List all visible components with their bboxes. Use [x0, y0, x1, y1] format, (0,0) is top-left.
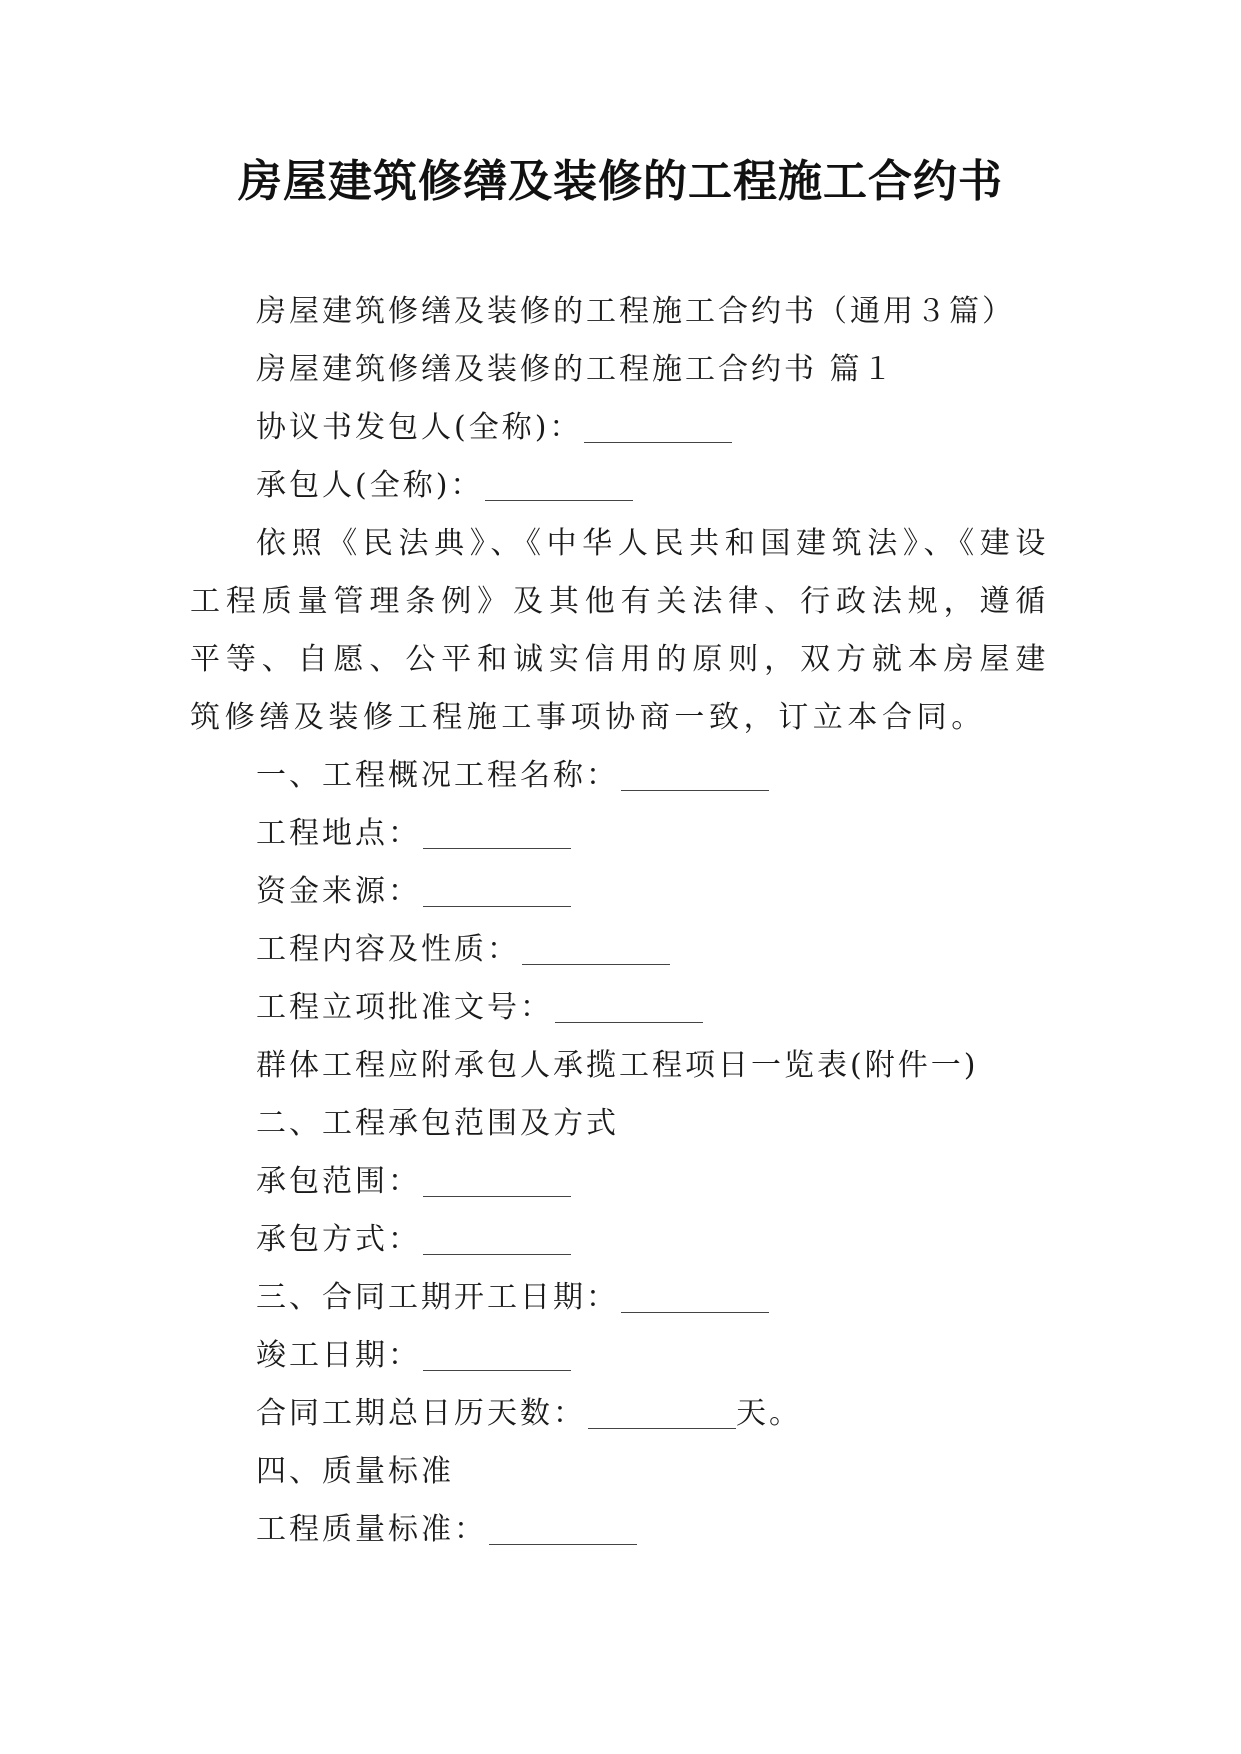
fill-in-blank — [555, 992, 703, 1023]
fill-in-blank — [584, 412, 732, 443]
paragraph-subtitle: 房屋建筑修缮及装修的工程施工合约书（通用３篇） — [256, 294, 1015, 329]
fill-in-blank — [588, 1398, 736, 1429]
fill-in-blank — [423, 876, 571, 907]
paragraph-employer-name: 协议书发包人(全称)： — [190, 399, 1050, 457]
paragraph-preamble: 依照《民法典》、《中华人民共和国建筑法》、《建设工程质量管理条例》及其他有关法律、行政法规，遵循平等、自愿、公平和诚实信用的原则，双方就本房屋建筑修缮及装修工程施工事项协商一致，订立本合同。 — [190, 526, 1050, 735]
paragraph-group-project: 群体工程应附承包人承揽工程项日一览表(附件一) — [256, 1048, 979, 1083]
paragraph-start-date: 三、合同工期开工日期： — [190, 1269, 1050, 1327]
paragraph-section-scope: 二、工程承包范围及方式 — [256, 1106, 619, 1141]
fill-in-blank — [489, 1514, 637, 1545]
fill-in-blank — [485, 470, 633, 501]
paragraph-project-name: 一、工程概况工程名称： — [190, 747, 1050, 805]
paragraph-fund-source: 资金来源： — [190, 863, 1050, 921]
fill-in-blank — [423, 1224, 571, 1255]
fill-in-blank — [423, 1340, 571, 1371]
paragraph-section-quality: 四、质量标准 — [256, 1454, 454, 1489]
paragraph-total-days: 合同工期总日历天数： 天。 — [256, 1396, 802, 1431]
document-title: 房屋建筑修缮及装修的工程施工合约书 — [238, 156, 1003, 207]
fill-in-blank — [423, 818, 571, 849]
paragraph-chapter-heading: 房屋建筑修缮及装修的工程施工合约书 篇１ — [256, 352, 896, 387]
fill-in-blank — [621, 760, 769, 791]
fill-in-blank — [423, 1166, 571, 1197]
paragraph-project-location: 工程地点： — [190, 805, 1050, 863]
fill-in-blank — [621, 1282, 769, 1313]
fill-in-blank — [522, 934, 670, 965]
document-body — [190, 283, 1050, 1559]
paragraph-approval-number: 工程立项批准文号： — [190, 979, 1050, 1037]
paragraph-contract-method: 承包方式： — [190, 1211, 1050, 1269]
paragraph-completion-date: 竣工日期： — [190, 1327, 1050, 1385]
paragraph-contract-scope: 承包范围： — [190, 1153, 1050, 1211]
paragraph-contractor-name: 承包人(全称)： — [190, 457, 1050, 515]
paragraph-project-content: 工程内容及性质： — [190, 921, 1050, 979]
paragraph-quality-standard: 工程质量标准： — [190, 1501, 1050, 1559]
